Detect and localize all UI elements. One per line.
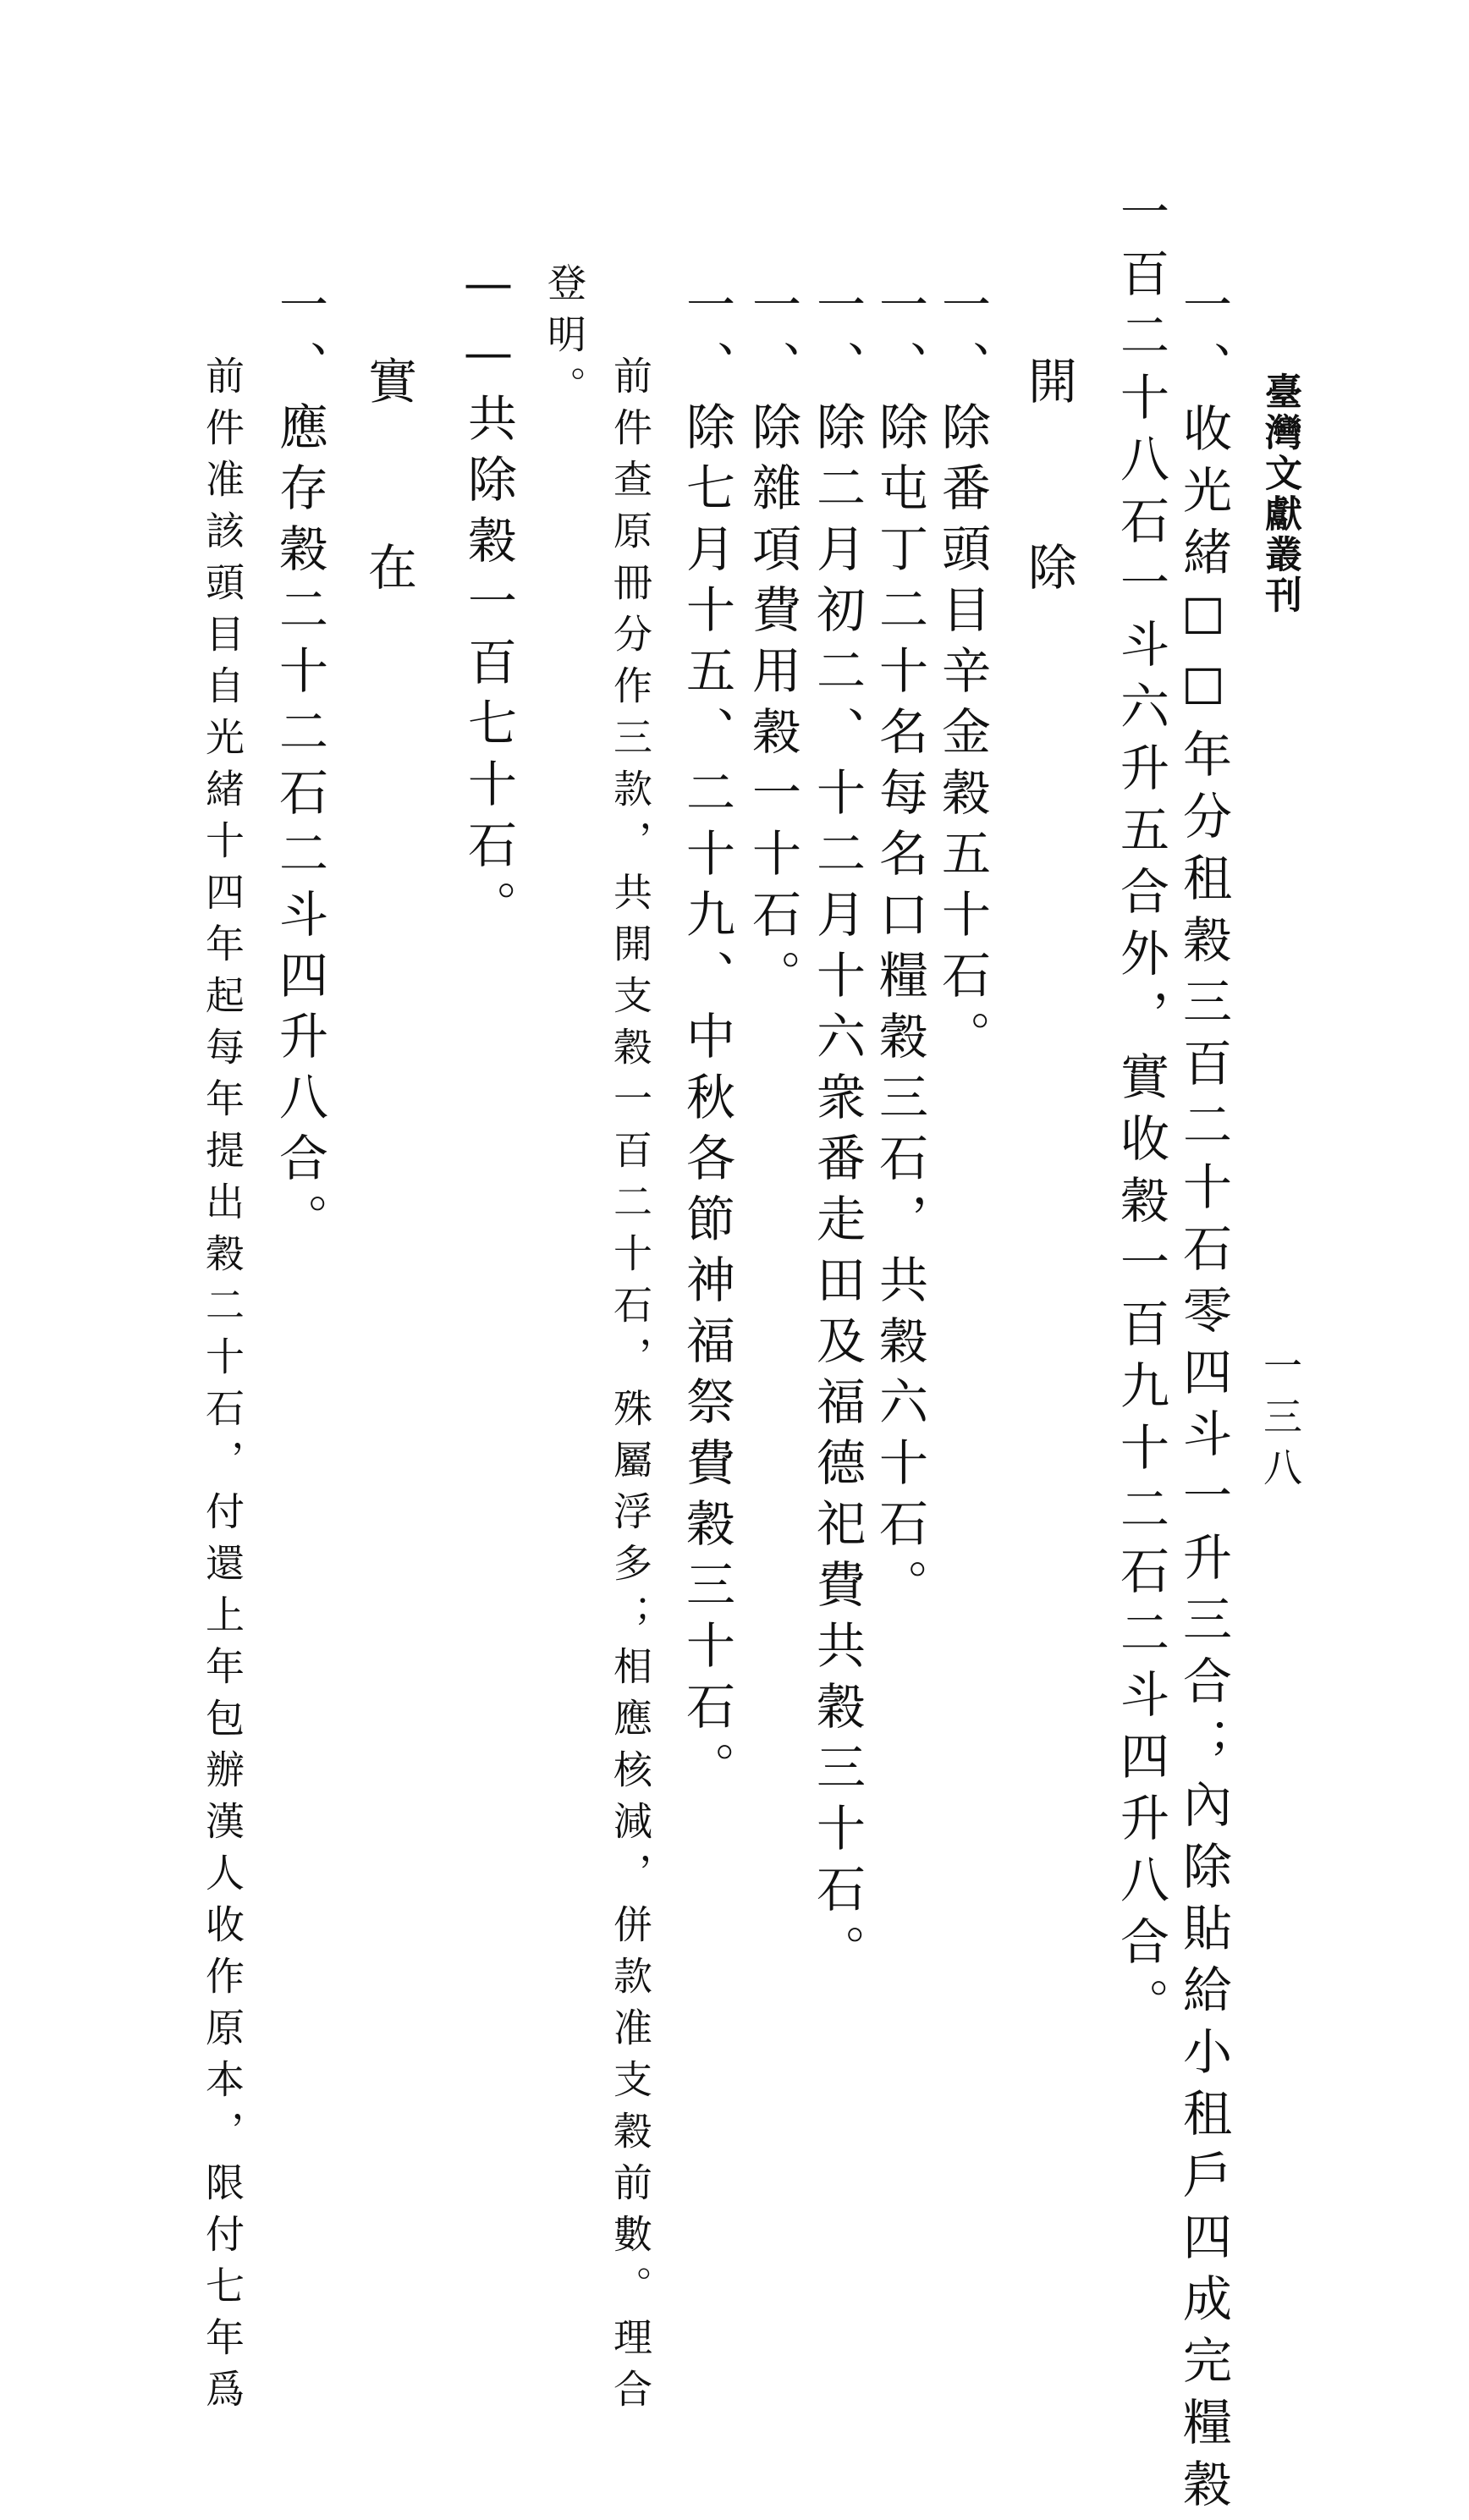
page-number: 一三八 (1257, 1345, 1303, 1498)
disbursement-item: 一、除二月初二、十二月十六衆番走田及福德祀費共穀三十石。 (808, 279, 866, 1985)
disbursement-item: 一、除七月十五、二十九、中秋各節神福祭費穀三十石。 (678, 279, 735, 1802)
review-note-line-1: 前件查原冊分作三款，共開支穀一百二十石，殊屬浮多；相應核減，併款准支穀前數。理合 (608, 355, 653, 2420)
total-disbursed: ——共除穀一百七十石。 (459, 254, 517, 941)
actual-heading: 實 在 (360, 355, 417, 635)
receipt-line-2: 一百二十八石一斗六升五合外，實收穀一百九十二石二斗四升八合。 (1112, 186, 1169, 2039)
running-header-title: 臺灣文獻叢刊 (1258, 372, 1301, 616)
balance-note: 前件准該頭目自光緒十四年起每年提出穀二十石，付還上年包辦漢人收作原本，限付七年爲 (200, 355, 245, 2420)
disbursement-item: 一、除番頭目辛金穀五十石。 (933, 279, 991, 1071)
receipt-line-1: 一、收光緒☐☐年分租穀三百二十石零四斗一升三合；內除貼給小租戶四成完糧穀 (1175, 279, 1232, 2520)
disbursement-item: 一、除屯丁二十名每名口糧穀三石，共穀六十石。 (871, 279, 928, 1620)
disbursement-heading: 開 除 (1020, 355, 1077, 635)
balance-entry: 一、應存穀二十二石二斗四升八合。 (271, 279, 328, 1254)
review-note-line-2: 登明。 (542, 262, 587, 417)
disbursement-item: 一、除雜項費用穀一十石。 (744, 279, 801, 1010)
